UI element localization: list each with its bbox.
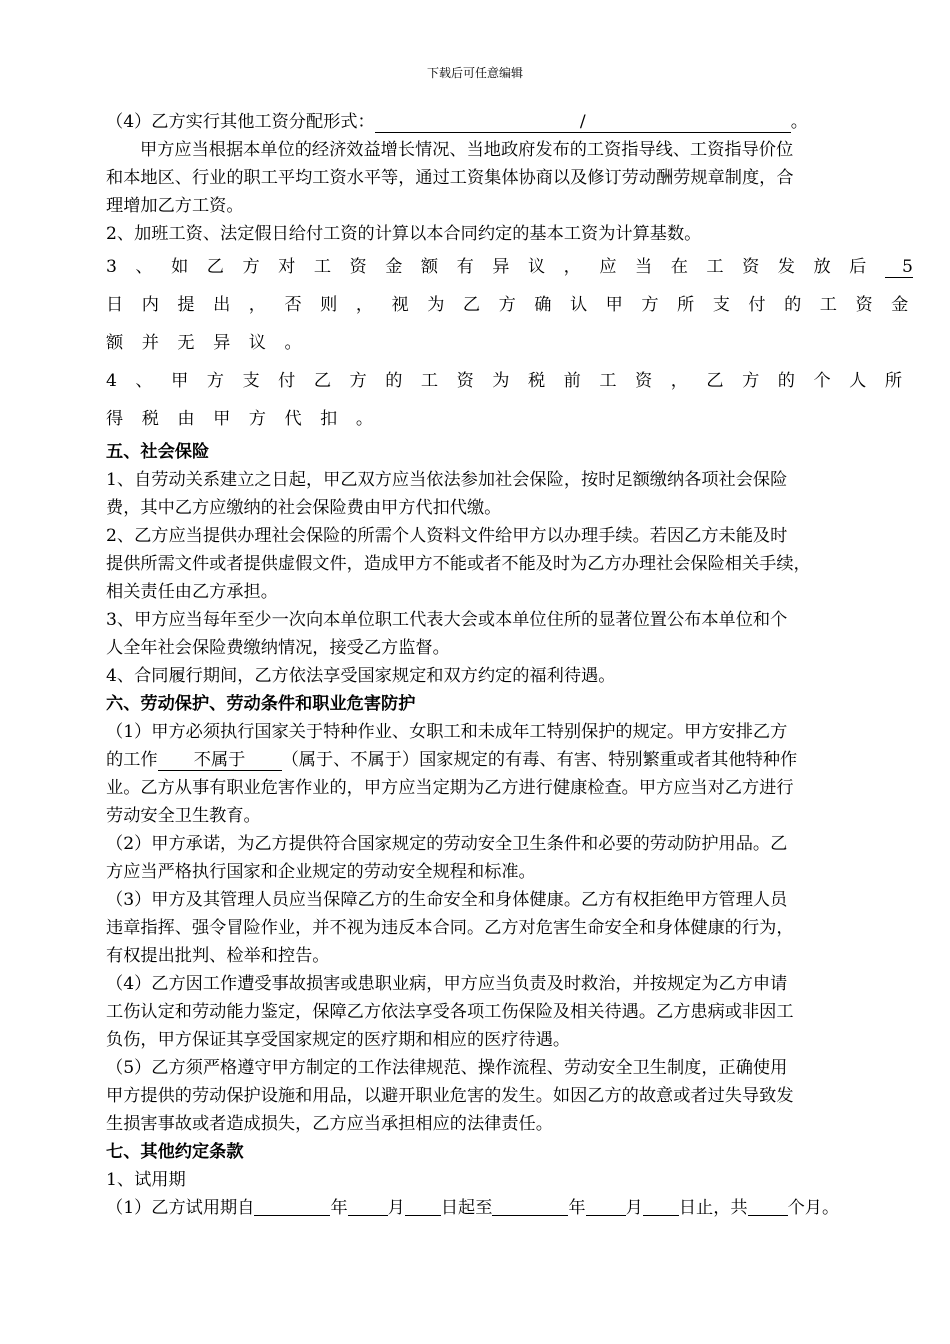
- section-5-line-5: 相关责任由乙方承担。: [106, 582, 278, 602]
- section-6-p5-line-3: 生损害事故或者造成损失，乙方应当承担相应的法律责任。: [106, 1114, 553, 1134]
- objection-line-3: 额并无异议。: [106, 333, 321, 353]
- tax-line-2: 得税由甲方代扣。: [106, 409, 392, 429]
- wage-adjust-line-3: 理增加乙方工资。: [106, 196, 244, 216]
- end-month-label: 月: [625, 1198, 643, 1218]
- wage-item-4: [106, 108, 882, 136]
- section-5-line-6: 3、甲方应当每年至少一次向本单位职工代表大会或本单位住所的显著位置公布本单位和个: [106, 610, 788, 630]
- section-6-p4-line-1: （4）乙方因工作遭受事故损害或患职业病，甲方应当负责及时救治，并按规定为乙方申请: [106, 974, 788, 994]
- end-year-blank: [492, 1197, 568, 1216]
- wage-form-field: [375, 112, 791, 133]
- section-5-line-3: 2、乙方应当提供办理社会保险的所需个人资料文件给甲方以办理手续。若因乙方未能及时: [106, 526, 788, 546]
- section-6-p4-line-3: 负伤，甲方保证其享受国家规定的医疗期和相应的医疗待遇。: [106, 1030, 571, 1050]
- work-type-field: [158, 750, 282, 771]
- trial-period-subtitle: 1、试用期: [106, 1170, 186, 1190]
- start-year-label: 年: [330, 1198, 348, 1218]
- document-body: [106, 108, 927, 1222]
- section-6-p3-line-2: 违章指挥、强令冒险作业，并不视为违反本合同。乙方对危害生命安全和身体健康的行为，: [106, 918, 794, 938]
- page-header: 下载后可任意编辑: [426, 66, 523, 80]
- wage-adjust-line-2: 和本地区、行业的职工平均工资水平等，通过工资集体协商以及修订劳动酬劳规章制度，合: [106, 168, 794, 188]
- section-5-line-8: 4、合同履行期间，乙方依法享受国家规定和双方约定的福利待遇。: [106, 666, 616, 686]
- objection-line-1: [106, 248, 913, 286]
- section-6-p1-line-1: （1）甲方必须执行国家关于特种作业、女职工和未成年工特别保护的规定。甲方安排乙方: [106, 722, 788, 742]
- section-6-p2-line-1: （2）甲方承诺，为乙方提供符合国家规定的劳动安全卫生条件和必要的劳动防护用品。乙: [106, 834, 788, 854]
- objection-text: 3、如乙方对工资金额有异议，应当在工资发放后: [106, 257, 885, 277]
- section-6-p5-line-1: （5）乙方须严格遵守甲方制定的工作法律规范、操作流程、劳动安全卫生制度，正确使用: [106, 1058, 788, 1078]
- section-6-p2-line-2: 方应当严格执行国家和企业规定的劳动安全规程和标准。: [106, 862, 536, 882]
- trial-prefix: （1）乙方试用期自: [106, 1198, 255, 1218]
- months-blank: [748, 1197, 788, 1216]
- section-5-line-4: 提供所需文件或者提供虚假文件，造成甲方不能或者不能及时为乙方办理社会保险相关手续，: [106, 554, 811, 574]
- work-type-text: （属于、不属于）国家规定的有毒、有害、特别繁重或者其他特种作: [281, 750, 798, 770]
- wage-form-value: /: [579, 112, 586, 132]
- wage-adjust-line-1: 甲方应当根据本单位的经济效益增长情况、当地政府发布的工资指导线、工资指导价位: [140, 140, 794, 160]
- start-day-label: 日起至: [440, 1198, 493, 1218]
- section-5-line-2: 费，其中乙方应缴纳的社会保险费由甲方代扣代缴。: [106, 498, 502, 518]
- overtime-clause: 2、加班工资、法定假日给付工资的计算以本合同约定的基本工资为计算基数。: [106, 224, 702, 244]
- objection-days-value: 5: [901, 257, 913, 277]
- section-6-p3-line-3: 有权提出批判、检举和控告。: [106, 946, 330, 966]
- wage-item-4-label: （4）乙方实行其他工资分配形式：: [106, 112, 375, 132]
- section-6-p5-line-2: 甲方提供的劳动保护设施和用品，以避开职业危害的发生。如因乙方的故意或者过失导致发: [106, 1086, 794, 1106]
- start-year-blank: [254, 1197, 330, 1216]
- objection-days-field: [885, 257, 913, 278]
- section-6-title: 六、劳动保护、劳动条件和职业危害防护: [106, 694, 416, 714]
- section-5-line-1: 1、自劳动关系建立之日起，甲乙双方应当依法参加社会保险，按时足额缴纳各项社会保险: [106, 470, 788, 490]
- section-6-p1-line-3: 业。乙方从事有职业危害作业的，甲方应当定期为乙方进行健康检查。甲方应当对乙方进行: [106, 778, 794, 798]
- section-7-title: 七、其他约定条款: [106, 1142, 244, 1162]
- work-type-value: 不属于: [193, 750, 246, 770]
- objection-line-2: 日内提出，否则，视为乙方确认甲方所支付的工资金: [106, 295, 927, 315]
- section-6-p4-line-2: 工伤认定和劳动能力鉴定，保障乙方依法享受各项工伤保险及相关待遇。乙方患病或非因工: [106, 1002, 794, 1022]
- tax-line-1: 4、甲方支付乙方的工资为税前工资，乙方的个人所: [106, 371, 921, 391]
- end-year-label: 年: [568, 1198, 586, 1218]
- section-6-p1-line-4: 劳动安全卫生教育。: [106, 806, 261, 826]
- work-type-label: 的工作: [106, 750, 158, 770]
- wage-item-4-end: 。: [790, 112, 808, 132]
- section-5-title: 五、社会保险: [106, 442, 210, 462]
- start-month-blank: [348, 1197, 388, 1216]
- end-day-blank: [643, 1197, 679, 1216]
- start-month-label: 月: [387, 1198, 405, 1218]
- end-day-label: 日止，共: [678, 1198, 748, 1218]
- section-6-p3-line-1: （3）甲方及其管理人员应当保障乙方的生命安全和身体健康。乙方有权拒绝甲方管理人员: [106, 890, 788, 910]
- months-label: 个月。: [787, 1198, 840, 1218]
- end-month-blank: [586, 1197, 626, 1216]
- section-6-p1-line-2: [106, 746, 882, 774]
- section-5-line-7: 人全年社会保险费缴纳情况，接受乙方监督。: [106, 638, 450, 658]
- trial-period-line: [106, 1194, 882, 1222]
- start-day-blank: [405, 1197, 441, 1216]
